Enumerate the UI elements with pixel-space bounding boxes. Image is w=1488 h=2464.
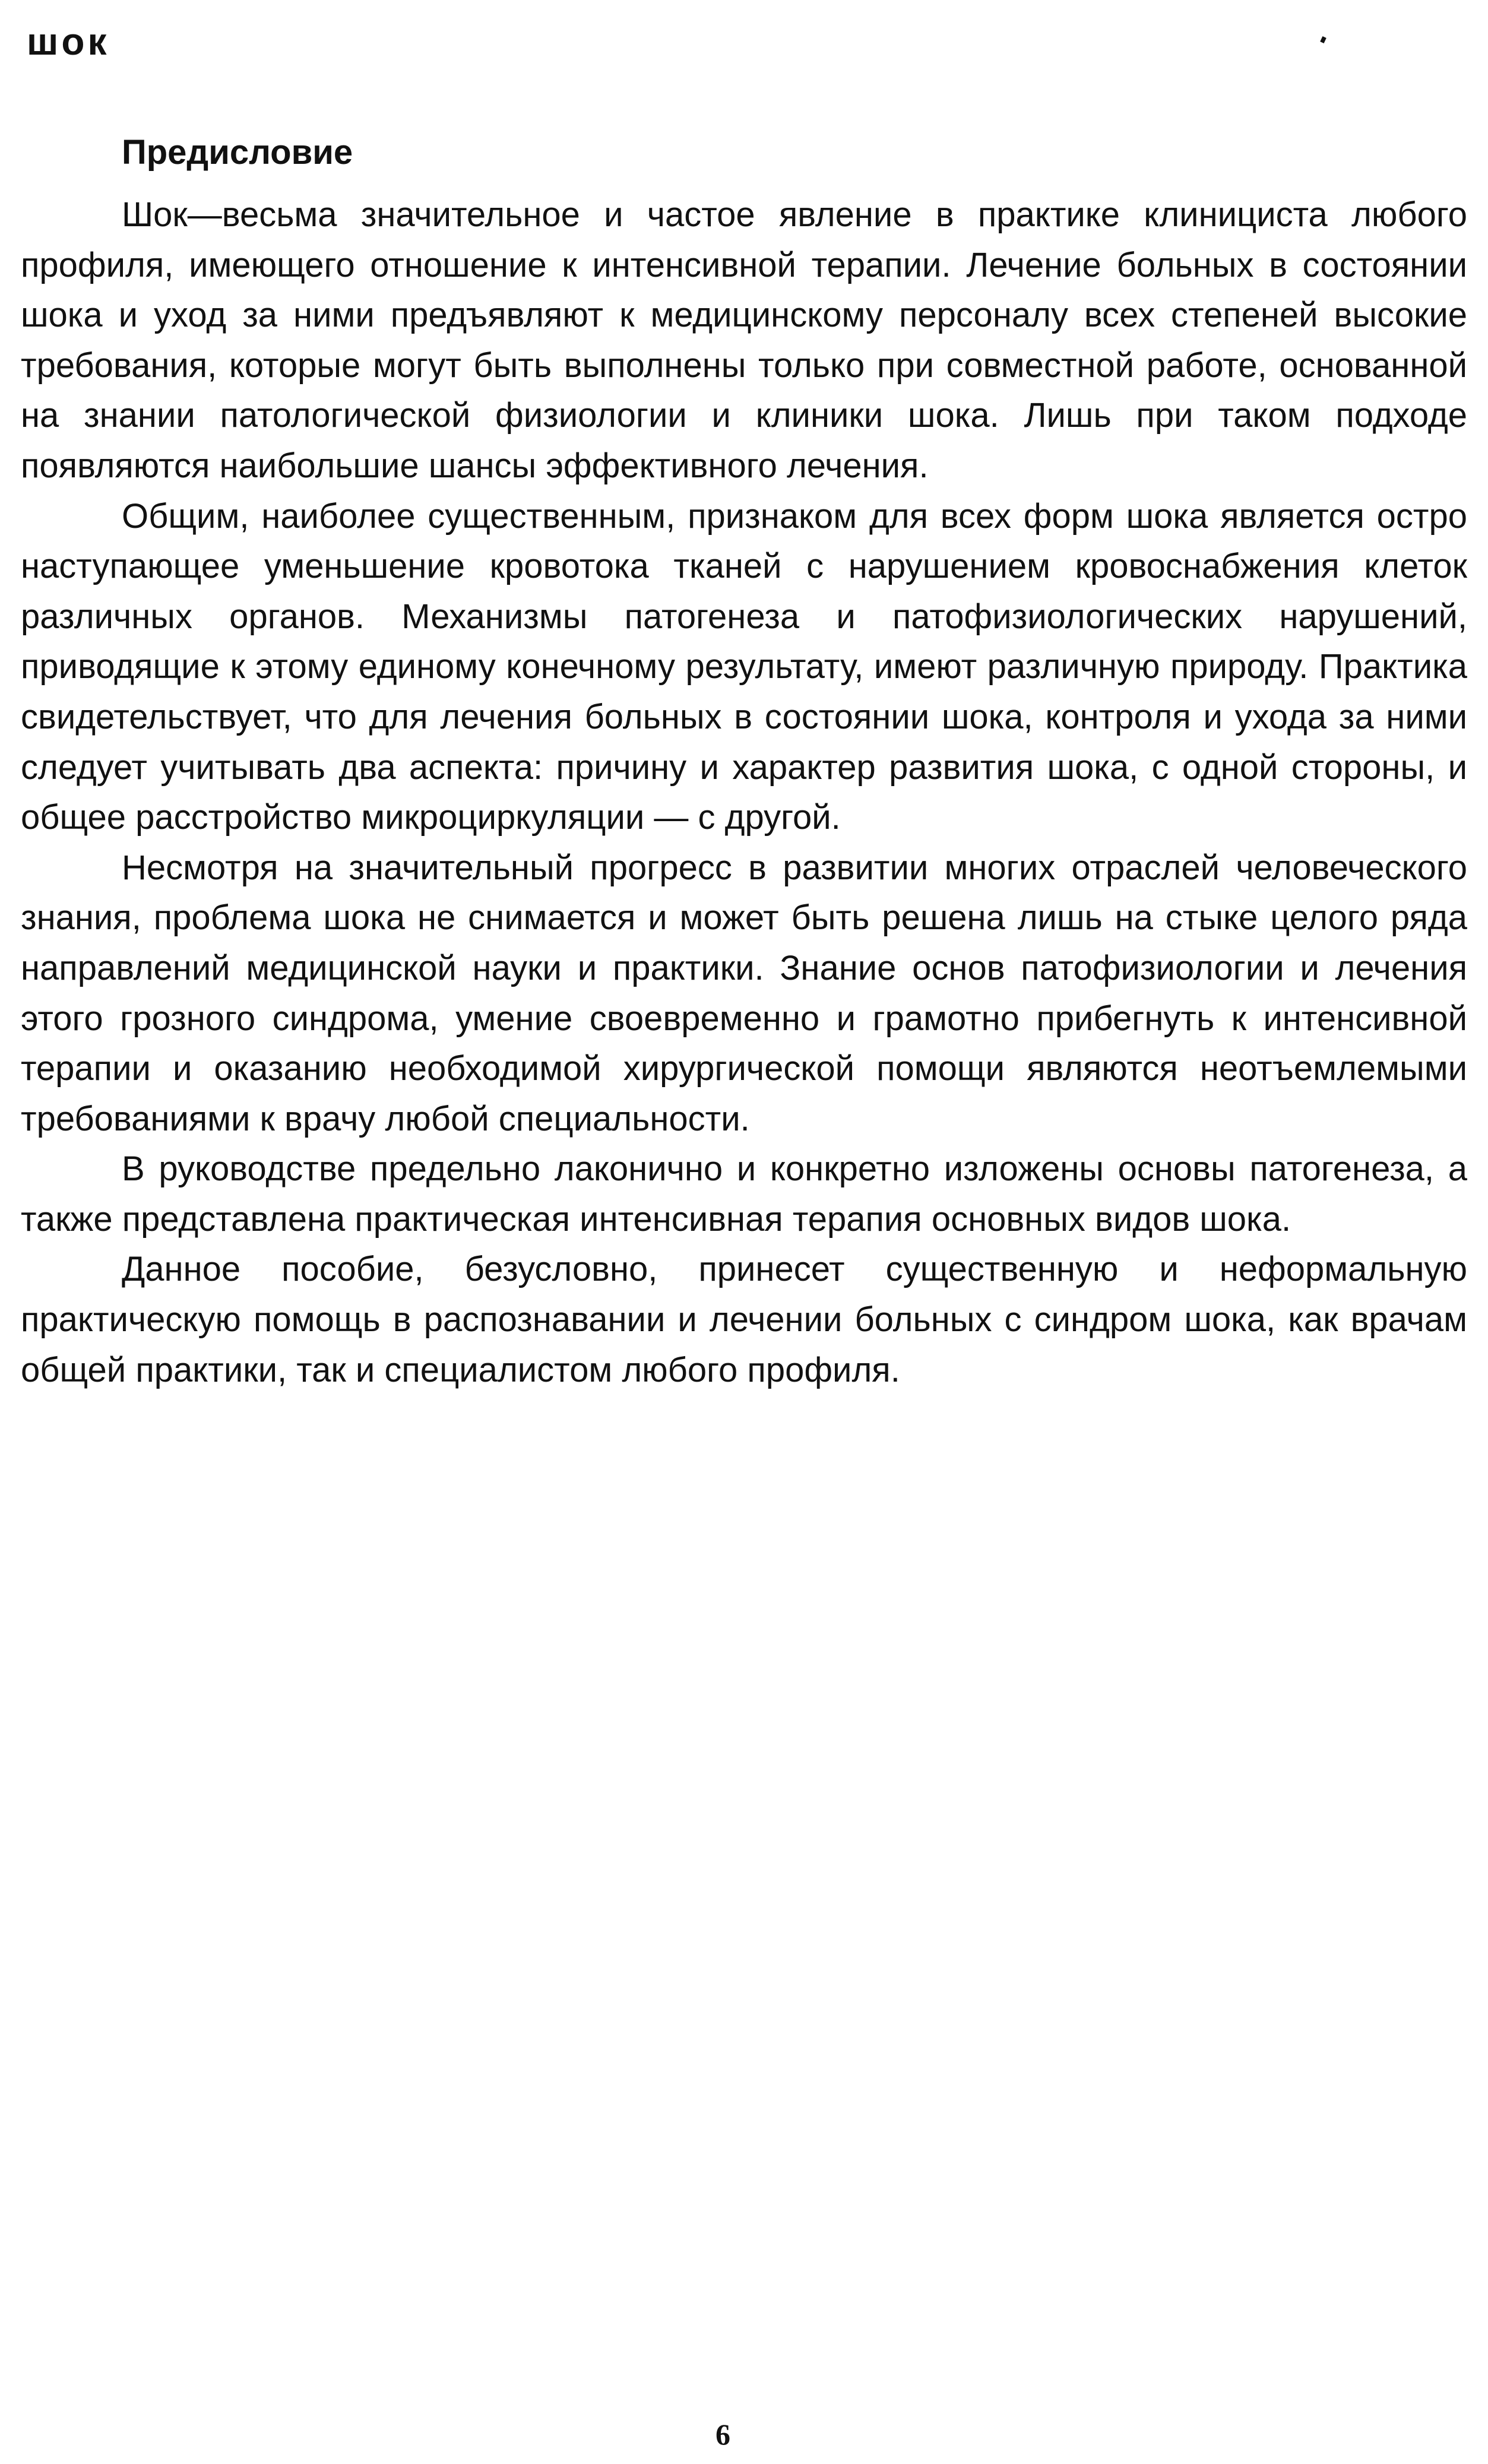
running-head: шок: [27, 20, 110, 63]
paragraph: Шок—весьма значительное и частое явление в практике клинициста любого профиля, имеющего отношение к интенсивной терапии. Лечение больных в состоянии шока и уход за ними предъявляют к медицинскому персоналу всех степеней высокие требования, которые могут быть выполнены только при совместной работе, основанной на знании патологической физиологии и клиники шока. Лишь при таком подходе появляются наибольшие шансы эффективного лечения.: [21, 195, 1467, 485]
paragraph: Несмотря на значительный прогресс в развитии многих отраслей человеческого знания, проблема шока не снимается и может быть решена лишь на стыке целого ряда направлений медицинской науки и практики. Знание основ патофизиологии и лечения этого грозного синдрома, умение своевременно и грамотно прибегнуть к интенсивной терапии и оказанию необходимой хирургической помощи являются неотъемлемыми требованиями к врачу любой специальности.: [21, 848, 1467, 1138]
paragraph: Общим, наиболее существенным, признаком для всех форм шока является остро наступающее уменьшение кровотока тканей с нарушением кровоснабжения клеток различных органов. Механизмы патогенеза и патофизиологических нарушений, приводящие к этому единому конечному результату, имеют различную природу. Практика свидетельствует, что для лечения больных в состоянии шока, контроля и ухода за ними следует учитывать два аспекта: причину и характер развития шока, с одной стороны, и общее расстройство микроциркуляции — с другой.: [21, 496, 1467, 837]
paragraph: В руководстве предельно лаконично и конкретно изложены основы патогенеза, а также представлена практическая интенсивная терапия основных видов шока.: [21, 1149, 1467, 1239]
page-number: 6: [715, 2418, 730, 2451]
stray-mark: [1320, 36, 1326, 43]
paragraph: Данное пособие, безусловно, принесет существенную и неформальную практическую помощь в распознавании и лечении больных с синдром шока, как врачам общей практики, так и специалистом любого профиля.: [21, 1250, 1467, 1389]
section-heading: Предисловие: [122, 133, 353, 172]
body-text: [21, 190, 1467, 1395]
